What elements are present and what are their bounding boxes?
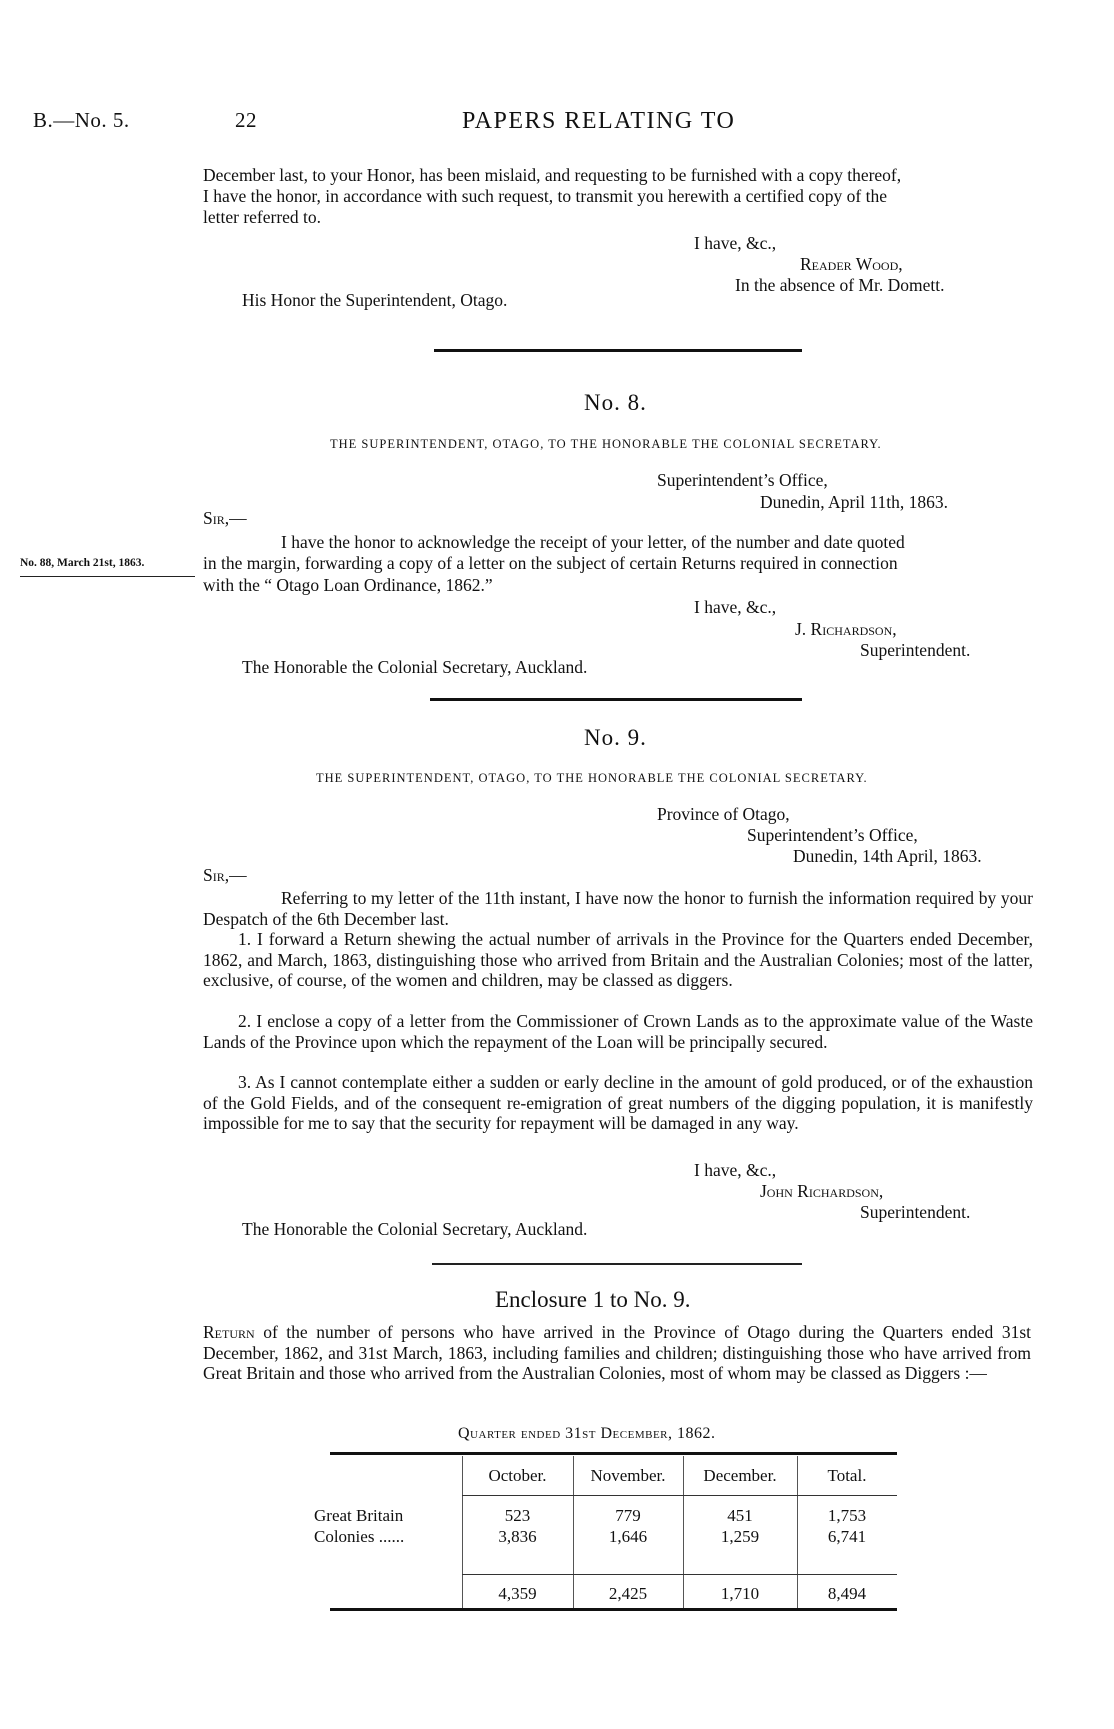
letter-no9-address-1: Province of Otago, xyxy=(657,804,790,824)
prev-letter-signature-note: In the absence of Mr. Domett. xyxy=(735,275,945,295)
letter-no9-paragraph-3: 3. As I cannot contemplate either a sudden or early decline in the amount of gold produced, or of the exhaustion of the Gold Fields, and of the consequent re-emigration of great numbers of the digging population, it is manifestly impossible for me to say that the security for repayment will be damaged in any way. xyxy=(203,1072,1033,1133)
letter-no9-paragraph-2: 2. I enclose a copy of a letter from the Commissioner of Crown Lands as to the approximate value of the Waste Lands of the Province upon which the repayment of the Loan will be principally secured. xyxy=(203,1011,1033,1052)
col-header-december: December. xyxy=(703,1466,777,1485)
letter-no9-addressee: The Honorable the Colonial Secretary, Auckland. xyxy=(242,1219,588,1239)
enclosure-heading: Enclosure 1 to No. 9. xyxy=(495,1287,691,1312)
doc-id: B.—No. 5. xyxy=(33,108,130,132)
letter-no8-address-1: Superintendent’s Office, xyxy=(657,470,828,490)
page-number: 22 xyxy=(235,108,257,132)
total-oct: 4,359 xyxy=(498,1584,537,1603)
cell-colonies-dec: 1,259 xyxy=(720,1527,760,1546)
cell-colonies-total: 6,741 xyxy=(827,1527,867,1546)
prev-letter-line-3: letter referred to. xyxy=(203,207,322,227)
letter-no9-intro: Referring to my letter of the 11th instant, I have now the honor to furnish the information required by your Despatch of the 6th December last. xyxy=(203,888,1033,929)
section-divider xyxy=(434,349,802,352)
letter-no9-heading: No. 9. xyxy=(584,725,647,750)
letter-no8-heading: No. 8. xyxy=(584,390,647,415)
letter-no8-address-2: Dunedin, April 11th, 1863. xyxy=(760,492,948,512)
col-header-november: November. xyxy=(590,1466,666,1485)
letter-no8-addressee: The Honorable the Colonial Secretary, Auckland. xyxy=(242,657,588,677)
section-divider xyxy=(430,698,802,701)
section-divider xyxy=(432,1263,802,1265)
total-nov: 2,425 xyxy=(608,1584,648,1603)
table-title: Quarter ended 31st December, 1862. xyxy=(458,1425,716,1442)
col-header-total: Total. xyxy=(827,1466,867,1485)
cell-colonies-oct: 3,836 xyxy=(498,1527,537,1546)
row-label-colonies: Colonies ...... xyxy=(314,1527,405,1546)
letter-no9-address-3: Dunedin, 14th April, 1863. xyxy=(793,846,982,866)
letter-no9-title: Superintendent. xyxy=(860,1202,971,1222)
cell-britain-nov: 779 xyxy=(615,1506,641,1525)
table-bottom-rule xyxy=(330,1608,897,1611)
prev-letter-closing: I have, &c., xyxy=(694,233,777,253)
table-total-rule xyxy=(462,1574,897,1575)
table-header-rule xyxy=(462,1495,897,1496)
cell-britain-total: 1,753 xyxy=(827,1506,867,1525)
page-title: PAPERS RELATING TO xyxy=(462,108,736,134)
enclosure-lead-word: Return xyxy=(203,1322,255,1342)
arrivals-table xyxy=(314,1452,897,1608)
letter-no9-address-2: Superintendent’s Office, xyxy=(747,825,918,845)
letter-no9-signature: John Richardson, xyxy=(760,1181,884,1201)
table-top-rule xyxy=(330,1452,897,1455)
cell-colonies-nov: 1,646 xyxy=(608,1527,648,1546)
col-header-october: October. xyxy=(488,1466,547,1485)
cell-britain-dec: 451 xyxy=(727,1506,753,1525)
letter-no9-closing: I have, &c., xyxy=(694,1160,777,1180)
letter-no8-body-1: I have the honor to acknowledge the receipt of your letter, of the number and date quoted xyxy=(281,532,905,552)
total-dec: 1,710 xyxy=(720,1584,760,1603)
letter-no8-signature: J. Richardson, xyxy=(795,619,897,639)
margin-note-underline xyxy=(20,576,195,577)
prev-letter-line-2: I have the honor, in accordance with such request, to transmit you herewith a certified copy of the xyxy=(203,186,887,206)
enclosure-intro-text: of the number of persons who have arrived in the Province of Otago during the Quarters ended 31st December, 1862, and 31st March, 1863, including families and children; distinguishing those who have arrived from Great Britain and those who arrived from the Australian Colonies, most of whom may be classed as Diggers :— xyxy=(203,1322,1031,1383)
letter-no9-salutation: Sir,— xyxy=(203,865,247,885)
row-label-britain: Great Britain xyxy=(314,1506,404,1525)
enclosure-intro xyxy=(203,1322,1031,1384)
cell-britain-oct: 523 xyxy=(504,1506,531,1525)
letter-no8-closing: I have, &c., xyxy=(694,597,777,617)
letter-no9-paragraph-1: 1. I forward a Return shewing the actual number of arrivals in the Province for the Quarters ended December, 1862, and March, 1863, distinguishing those who arrived from Britain and the Australian Colonies; most of the latter, exclusive, of course, of the women and children, may be classed as diggers. xyxy=(203,929,1033,990)
letter-no8-salutation: Sir,— xyxy=(203,508,247,528)
letter-no9-subheading: THE SUPERINTENDENT, OTAGO, TO THE HONORABLE THE COLONIAL SECRETARY. xyxy=(316,771,868,785)
prev-letter-line-1: December last, to your Honor, has been mislaid, and requesting to be furnished with a copy thereof, xyxy=(203,165,902,185)
letter-no8-subheading: THE SUPERINTENDENT, OTAGO, TO THE HONORABLE THE COLONIAL SECRETARY. xyxy=(330,437,882,451)
letter-no8-body-3: with the “ Otago Loan Ordinance, 1862.” xyxy=(203,575,493,595)
letter-no8-title: Superintendent. xyxy=(860,640,971,660)
letter-no8-body-2: in the margin, forwarding a copy of a letter on the subject of certain Returns required in connection xyxy=(203,553,898,573)
prev-letter-addressee: His Honor the Superintendent, Otago. xyxy=(242,290,508,310)
margin-note: No. 88, March 21st, 1863. xyxy=(20,557,145,569)
prev-letter-signature: Reader Wood, xyxy=(800,254,903,274)
total-grand: 8,494 xyxy=(827,1584,867,1603)
